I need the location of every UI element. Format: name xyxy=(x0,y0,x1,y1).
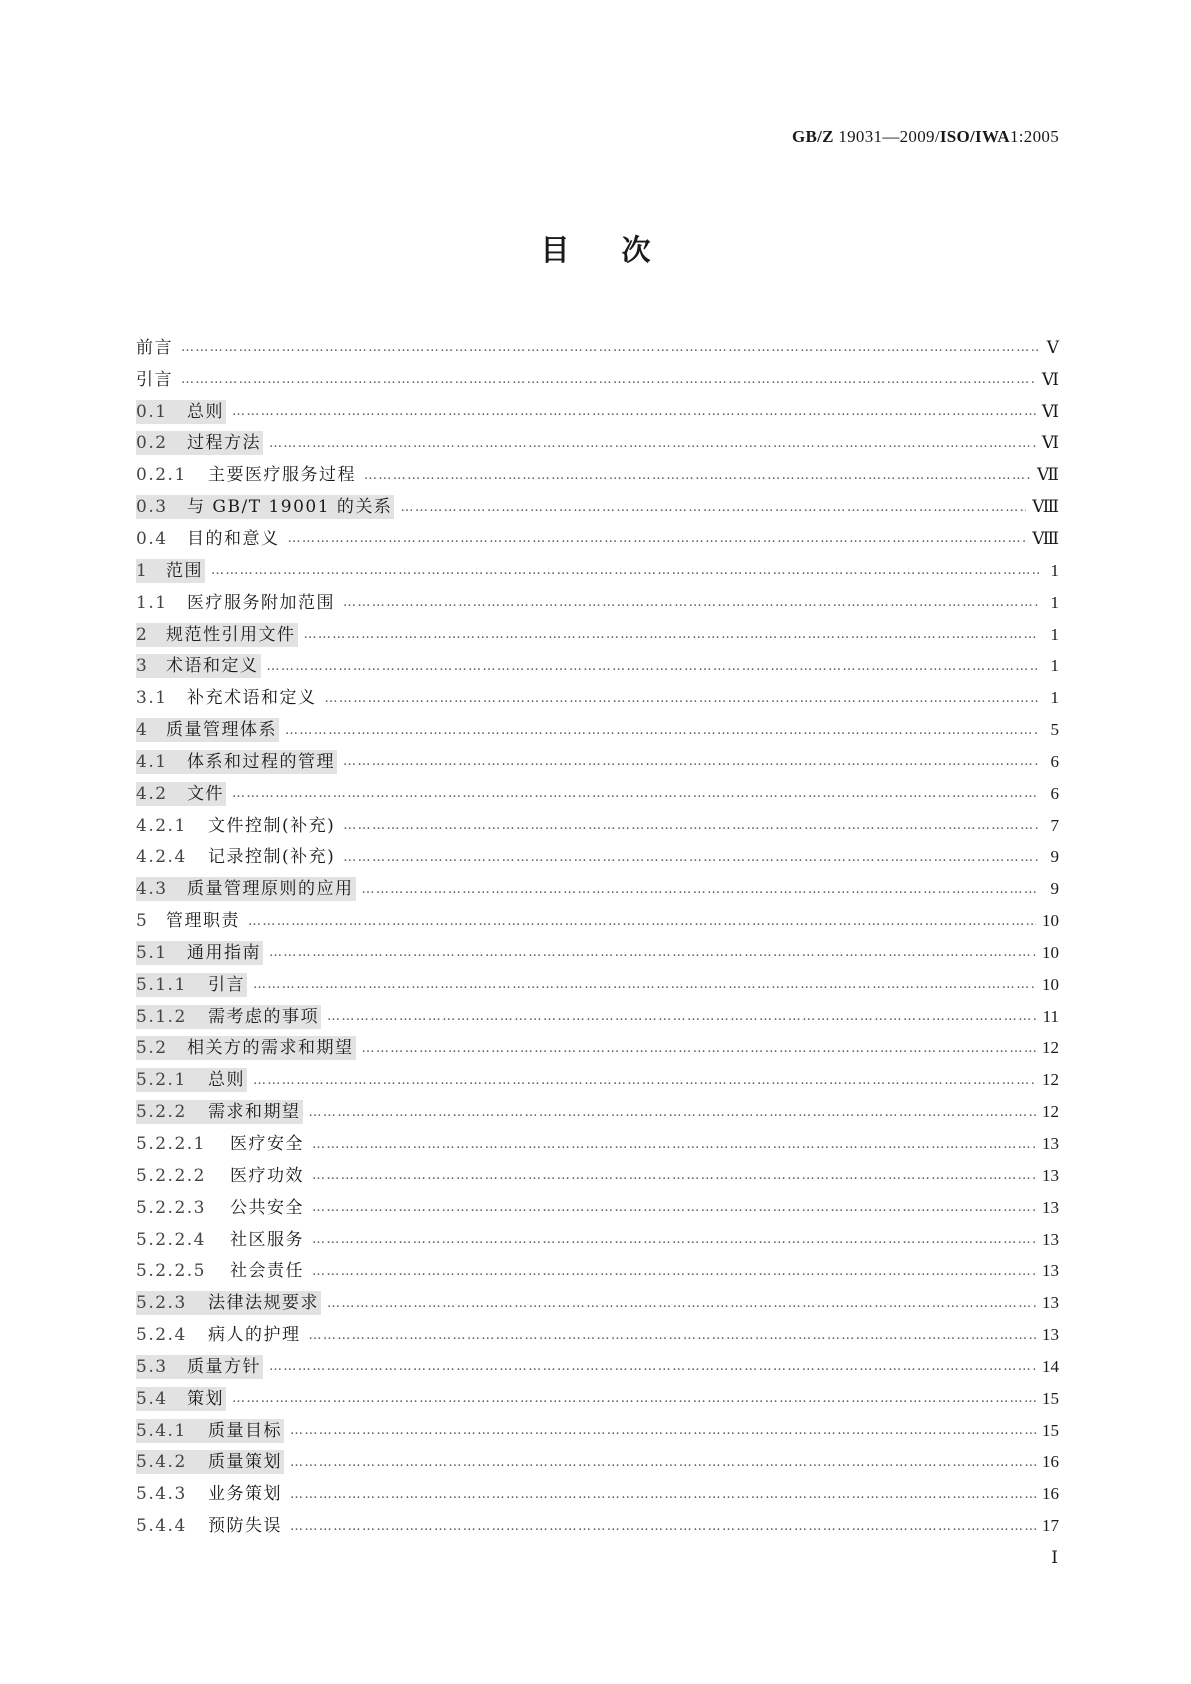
toc-entry-number: 2 xyxy=(136,624,149,645)
toc-entry-number: 0.3 xyxy=(136,497,168,518)
toc-entry-number: 4.2 xyxy=(136,783,168,804)
toc-entry[interactable] xyxy=(136,619,1059,651)
toc-entry-page: 5 xyxy=(1050,720,1059,740)
toc-entry-title: 公共安全 xyxy=(230,1197,304,1218)
toc-entry[interactable] xyxy=(136,842,1059,874)
toc-entry[interactable] xyxy=(136,650,1059,682)
toc-dot-leader xyxy=(267,659,1040,674)
toc-entry[interactable] xyxy=(136,1351,1059,1383)
toc-entry-title: 记录控制(补充) xyxy=(208,847,336,868)
toc-entry-number: 4.3 xyxy=(136,879,168,900)
toc-entry-title: 需考虑的事项 xyxy=(208,1006,319,1027)
toc-dot-leader xyxy=(253,977,1036,992)
toc-entry-title: 医疗服务附加范围 xyxy=(187,592,335,613)
toc-entry-title: 社区服务 xyxy=(230,1229,304,1250)
toc-entry[interactable] xyxy=(136,396,1059,428)
toc-dot-leader xyxy=(343,818,1039,833)
toc-dot-leader xyxy=(181,340,1039,355)
toc-dot-leader xyxy=(343,850,1039,865)
toc-dot-leader xyxy=(290,1423,1036,1438)
toc-entry-number: 5.4.1 xyxy=(136,1420,187,1441)
toc-entry-number: 5.2.2.2 xyxy=(136,1165,206,1186)
toc-entry-label[interactable] xyxy=(136,591,337,615)
toc-entry-label[interactable] xyxy=(136,1482,284,1506)
toc-dot-leader xyxy=(181,372,1036,387)
toc-dot-leader xyxy=(232,1391,1036,1406)
toc-entry-page: 10 xyxy=(1042,974,1059,994)
toc-entry-label[interactable] xyxy=(136,431,263,455)
toc-entry-title: 总则 xyxy=(187,401,224,422)
toc-entry-number: 5.2.4 xyxy=(136,1325,187,1346)
toc-entry-page: Ⅷ xyxy=(1032,528,1059,548)
toc-entry[interactable] xyxy=(136,1447,1059,1479)
toc-entry[interactable] xyxy=(136,523,1059,555)
toc-entry-title: 质量方针 xyxy=(187,1356,261,1377)
toc-entry-number: 5.1 xyxy=(136,942,168,963)
toc-entry-label[interactable] xyxy=(136,1355,263,1379)
toc-dot-leader xyxy=(312,1168,1036,1183)
toc-entry-label[interactable] xyxy=(136,1196,306,1220)
toc-entry-title: 需求和期望 xyxy=(208,1102,301,1123)
toc-entry-page: 15 xyxy=(1042,1420,1059,1440)
toc-entry-label[interactable] xyxy=(136,1419,284,1443)
toc-entry[interactable] xyxy=(136,1192,1059,1224)
toc-dot-leader xyxy=(288,531,1027,546)
toc-entry-page: 13 xyxy=(1042,1261,1059,1281)
toc-entry-label[interactable] xyxy=(136,686,319,710)
toc-dot-leader xyxy=(211,563,1039,578)
toc-entry-title: 目的和意义 xyxy=(187,528,280,549)
toc-entry-label[interactable] xyxy=(136,1259,306,1283)
toc-entry[interactable] xyxy=(136,555,1059,587)
toc-entry-title: 过程方法 xyxy=(187,433,261,454)
toc-dot-leader xyxy=(400,500,1026,515)
toc-entry-page: Ⅵ xyxy=(1041,433,1059,453)
toc-entry-label[interactable] xyxy=(136,1100,303,1124)
toc-entry-title: 与 GB/T 19001 的关系 xyxy=(187,497,393,518)
toc-entry-title: 医疗安全 xyxy=(230,1134,304,1155)
toc-entry-number: 5.1.2 xyxy=(136,1006,187,1027)
toc-entry-number: 4.2.1 xyxy=(136,815,187,836)
toc-entry-title: 法律法规要求 xyxy=(208,1293,319,1314)
toc-entry-page: 12 xyxy=(1042,1102,1059,1122)
toc-entry-label[interactable] xyxy=(136,527,282,551)
toc-entry-title: 质量管理原则的应用 xyxy=(187,879,354,900)
toc-entry[interactable] xyxy=(136,1319,1059,1351)
toc-entry-label[interactable] xyxy=(136,1036,356,1060)
toc-entry-label[interactable] xyxy=(136,718,279,742)
toc-entry-number: 5 xyxy=(136,911,149,932)
toc-entry-number: 5.2 xyxy=(136,1038,168,1059)
toc-entry-page: 17 xyxy=(1042,1516,1059,1536)
toc-entry-number: 5.1.1 xyxy=(136,974,187,995)
toc-entry-number: 5.2.2.3 xyxy=(136,1197,206,1218)
toc-entry-number: 3.1 xyxy=(136,688,168,709)
toc-entry-label[interactable] xyxy=(136,1005,321,1029)
toc-entry-label[interactable] xyxy=(136,750,337,774)
toc-entry-label[interactable] xyxy=(136,782,226,806)
toc-entry-label[interactable] xyxy=(136,368,175,392)
toc-entry-page: 1 xyxy=(1050,592,1059,612)
toc-entry-title: 主要医疗服务过程 xyxy=(208,465,356,486)
toc-entry[interactable] xyxy=(136,873,1059,905)
toc-dot-leader xyxy=(325,691,1040,706)
toc-dot-leader xyxy=(248,914,1036,929)
toc-entry-page: 9 xyxy=(1050,847,1059,867)
toc-entry-title: 社会责任 xyxy=(230,1261,304,1282)
toc-entry-label[interactable] xyxy=(136,1068,247,1092)
toc-entry-title: 体系和过程的管理 xyxy=(187,751,335,772)
toc-entry-page: 14 xyxy=(1042,1356,1059,1376)
toc-entry-title: 引言 xyxy=(208,974,245,995)
toc-dot-leader xyxy=(269,1359,1036,1374)
toc-dot-leader xyxy=(269,945,1036,960)
toc-entry[interactable] xyxy=(136,459,1059,491)
toc-entry-page: 13 xyxy=(1042,1229,1059,1249)
toc-entry-page: Ⅷ xyxy=(1032,497,1059,517)
toc-entry-page: 11 xyxy=(1042,1006,1059,1026)
toc-entry-title: 策划 xyxy=(187,1388,224,1409)
toc-entry-page: 6 xyxy=(1050,783,1059,803)
toc-entry-page: 13 xyxy=(1042,1197,1059,1217)
page-number: Ⅰ xyxy=(1051,1548,1058,1567)
toc-entry-title: 病人的护理 xyxy=(208,1325,301,1346)
toc-dot-leader xyxy=(290,1519,1036,1534)
toc-entry-page: 1 xyxy=(1050,688,1059,708)
toc-entry[interactable] xyxy=(136,1160,1059,1192)
toc-entry-page: Ⅶ xyxy=(1037,465,1059,485)
toc-entry-page: 13 xyxy=(1042,1325,1059,1345)
toc-entry[interactable] xyxy=(136,1033,1059,1065)
toc-dot-leader xyxy=(312,1232,1036,1247)
table-of-contents xyxy=(136,332,1059,1542)
toc-dot-leader xyxy=(327,1009,1037,1024)
toc-dot-leader xyxy=(364,468,1031,483)
toc-entry-page: 16 xyxy=(1042,1452,1059,1472)
toc-entry-label[interactable] xyxy=(136,941,263,965)
toc-entry-number: 4 xyxy=(136,720,149,741)
toc-entry[interactable] xyxy=(136,332,1059,364)
toc-dot-leader xyxy=(362,1041,1037,1056)
toc-entry-label[interactable] xyxy=(136,623,298,647)
toc-entry-number: 5.2.2.5 xyxy=(136,1261,206,1282)
toc-dot-leader xyxy=(269,436,1036,451)
toc-entry-label[interactable] xyxy=(136,654,261,678)
toc-dot-leader xyxy=(290,1455,1036,1470)
toc-entry[interactable] xyxy=(136,1255,1059,1287)
toc-entry-page: Ⅵ xyxy=(1041,369,1059,389)
toc-dot-leader xyxy=(232,786,1039,801)
toc-entry[interactable] xyxy=(136,937,1059,969)
toc-dot-leader xyxy=(285,723,1039,738)
toc-entry-page: 1 xyxy=(1050,624,1059,644)
toc-entry-title: 医疗功效 xyxy=(230,1165,304,1186)
toc-entry-title: 范围 xyxy=(166,560,203,581)
toc-entry-title: 管理职责 xyxy=(166,911,240,932)
toc-entry-number: 0.4 xyxy=(136,528,168,549)
toc-entry-number: 5.3 xyxy=(136,1356,168,1377)
toc-entry-number: 5.4.3 xyxy=(136,1484,187,1505)
toc-entry[interactable] xyxy=(136,682,1059,714)
toc-dot-leader xyxy=(343,595,1039,610)
toc-entry-label[interactable] xyxy=(136,1132,306,1156)
toc-dot-leader xyxy=(309,1105,1037,1120)
page-title: 目次 xyxy=(540,233,703,267)
toc-entry-page: 13 xyxy=(1042,1134,1059,1154)
toc-dot-leader xyxy=(309,1328,1037,1343)
toc-entry-number: 5.4 xyxy=(136,1388,168,1409)
toc-entry-page: 9 xyxy=(1050,879,1059,899)
toc-entry-page: 10 xyxy=(1042,942,1059,962)
toc-dot-leader xyxy=(290,1487,1036,1502)
toc-entry-number: 5.2.3 xyxy=(136,1293,187,1314)
toc-entry-page: 15 xyxy=(1042,1388,1059,1408)
toc-entry-label[interactable] xyxy=(136,877,356,901)
toc-entry-page: 16 xyxy=(1042,1484,1059,1504)
toc-dot-leader xyxy=(343,754,1039,769)
toc-dot-leader xyxy=(362,882,1040,897)
toc-entry-title: 质量管理体系 xyxy=(166,720,277,741)
toc-entry-label[interactable] xyxy=(136,463,358,487)
toc-entry-number: 4.1 xyxy=(136,751,168,772)
toc-entry-label[interactable] xyxy=(136,1164,306,1188)
toc-entry-page: Ⅴ xyxy=(1046,337,1059,357)
toc-entry[interactable] xyxy=(136,969,1059,1001)
toc-dot-leader xyxy=(312,1200,1036,1215)
toc-entry-label[interactable] xyxy=(136,1450,284,1474)
toc-entry-title: 相关方的需求和期望 xyxy=(187,1038,354,1059)
toc-entry-title: 文件控制(补充) xyxy=(208,815,336,836)
toc-entry-title: 业务策划 xyxy=(208,1484,282,1505)
gbz-number: 19031—2009/ xyxy=(833,127,940,146)
toc-entry-label[interactable] xyxy=(136,1228,306,1252)
toc-entry-label[interactable] xyxy=(136,1387,226,1411)
toc-entry-label[interactable] xyxy=(136,909,242,933)
toc-dot-leader xyxy=(253,1073,1036,1088)
toc-entry-title: 补充术语和定义 xyxy=(187,688,317,709)
toc-entry-label[interactable] xyxy=(136,814,337,838)
toc-entry-number: 5.4.4 xyxy=(136,1516,187,1537)
toc-entry-label[interactable] xyxy=(136,1323,303,1347)
toc-entry[interactable] xyxy=(136,714,1059,746)
toc-entry-title: 术语和定义 xyxy=(166,656,259,677)
gbz-code: GB/Z xyxy=(791,127,834,146)
toc-entry[interactable] xyxy=(136,364,1059,396)
toc-entry-label[interactable] xyxy=(136,1514,284,1538)
toc-entry-number: 5.2.1 xyxy=(136,1070,187,1091)
toc-entry-number: 5.2.2.4 xyxy=(136,1229,206,1250)
document-code-header xyxy=(792,127,1059,147)
toc-entry[interactable] xyxy=(136,810,1059,842)
toc-entry[interactable] xyxy=(136,1224,1059,1256)
toc-entry-number: 5.2.2 xyxy=(136,1102,187,1123)
toc-entry-title: 前言 xyxy=(136,337,173,358)
toc-entry[interactable] xyxy=(136,1415,1059,1447)
toc-entry-page: 1 xyxy=(1050,656,1059,676)
toc-entry-label[interactable] xyxy=(136,336,175,360)
toc-entry[interactable] xyxy=(136,778,1059,810)
toc-entry-title: 质量目标 xyxy=(208,1420,282,1441)
toc-entry-title: 规范性引用文件 xyxy=(166,624,296,645)
toc-entry-page: 13 xyxy=(1042,1293,1059,1313)
toc-entry[interactable] xyxy=(136,587,1059,619)
toc-entry-number: 0.2.1 xyxy=(136,465,187,486)
toc-entry-page: 13 xyxy=(1042,1165,1059,1185)
toc-entry-page: 6 xyxy=(1050,751,1059,771)
toc-entry-number: 1 xyxy=(136,560,149,581)
toc-entry-title: 总则 xyxy=(208,1070,245,1091)
toc-entry[interactable] xyxy=(136,1128,1059,1160)
iso-number: 1:2005 xyxy=(1009,127,1059,146)
toc-entry[interactable] xyxy=(136,1383,1059,1415)
toc-entry-page: 12 xyxy=(1042,1038,1059,1058)
toc-entry[interactable] xyxy=(136,491,1059,523)
toc-entry-title: 预防失误 xyxy=(208,1516,282,1537)
toc-dot-leader xyxy=(312,1137,1036,1152)
toc-entry[interactable] xyxy=(136,1096,1059,1128)
toc-entry-number: 5.2.2.1 xyxy=(136,1134,206,1155)
toc-entry[interactable] xyxy=(136,1064,1059,1096)
toc-entry[interactable] xyxy=(136,905,1059,937)
iso-code: ISO/IWA xyxy=(939,127,1010,146)
toc-entry-label[interactable] xyxy=(136,845,337,869)
toc-entry-number: 1.1 xyxy=(136,592,168,613)
toc-entry-number: 5.4.2 xyxy=(136,1452,187,1473)
toc-entry-page: 12 xyxy=(1042,1070,1059,1090)
toc-entry[interactable] xyxy=(136,1287,1059,1319)
toc-dot-leader xyxy=(327,1296,1036,1311)
toc-entry[interactable] xyxy=(136,428,1059,460)
toc-entry[interactable] xyxy=(136,1510,1059,1542)
toc-entry-label[interactable] xyxy=(136,495,394,519)
toc-dot-leader xyxy=(312,1264,1036,1279)
toc-dot-leader xyxy=(304,627,1040,642)
toc-entry-title: 通用指南 xyxy=(187,942,261,963)
toc-dot-leader xyxy=(232,404,1036,419)
toc-entry-title: 质量策划 xyxy=(208,1452,282,1473)
toc-entry[interactable] xyxy=(136,1478,1059,1510)
toc-entry-label[interactable] xyxy=(136,973,247,997)
toc-entry-number: 0.1 xyxy=(136,401,168,422)
toc-entry-title: 引言 xyxy=(136,369,173,390)
toc-entry-label[interactable] xyxy=(136,400,226,424)
toc-entry[interactable] xyxy=(136,746,1059,778)
toc-entry-page: 7 xyxy=(1050,815,1059,835)
toc-entry-label[interactable] xyxy=(136,1291,321,1315)
toc-entry-number: 4.2.4 xyxy=(136,847,187,868)
toc-entry-number: 3 xyxy=(136,656,149,677)
toc-entry-page: 10 xyxy=(1042,911,1059,931)
toc-entry-page: Ⅵ xyxy=(1041,401,1059,421)
toc-entry-label[interactable] xyxy=(136,559,205,583)
toc-entry[interactable] xyxy=(136,1001,1059,1033)
toc-entry-title: 文件 xyxy=(187,783,224,804)
toc-entry-number: 0.2 xyxy=(136,433,168,454)
toc-entry-page: 1 xyxy=(1050,560,1059,580)
